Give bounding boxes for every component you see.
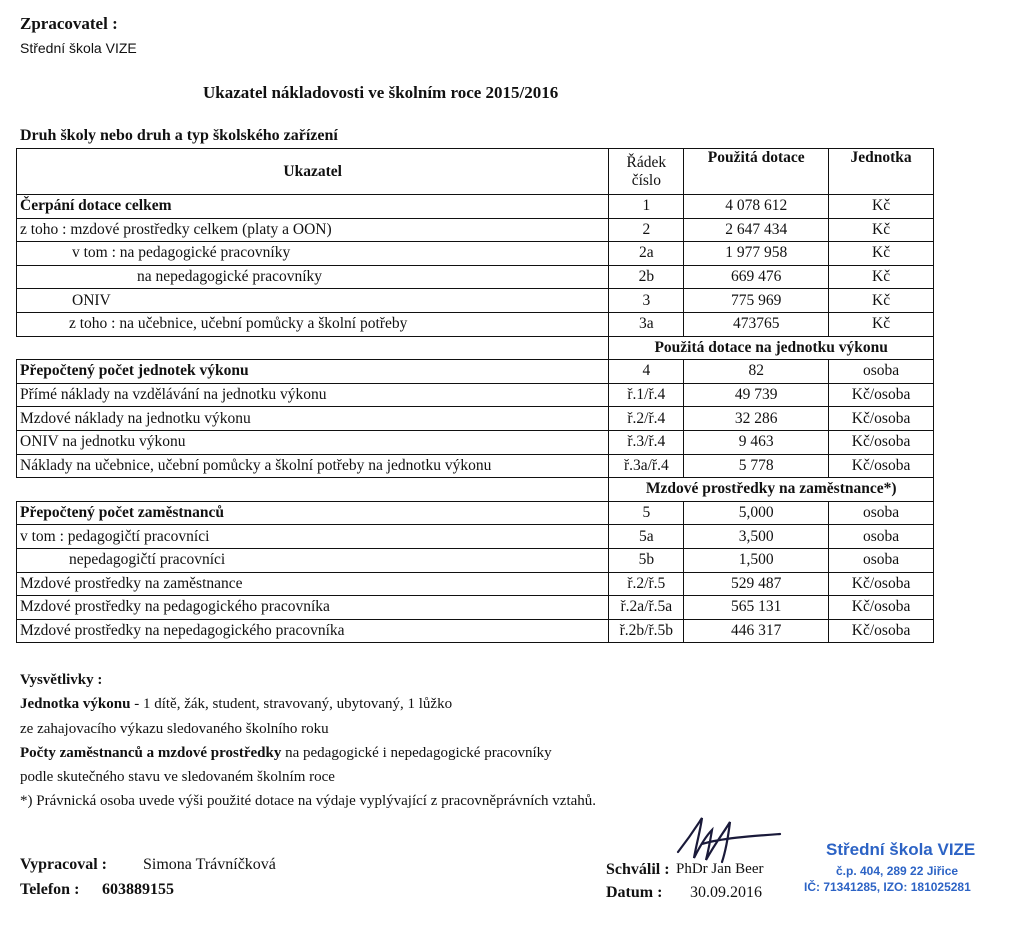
row-label: Čerpání dotace celkem — [17, 195, 609, 219]
row-value: 5 778 — [684, 454, 829, 478]
row-value: 5,000 — [684, 501, 829, 525]
row-unit: Kč — [829, 312, 934, 336]
row-unit: Kč/osoba — [829, 407, 934, 431]
note-line-3-bold: Počty zaměstnanců a mzdové prostředky — [20, 745, 282, 761]
section-header: Mzdové prostředky na zaměstnance*) — [609, 478, 934, 502]
row-value: 775 969 — [684, 289, 829, 313]
row-value: 4 078 612 — [684, 195, 829, 219]
note-line-5: *) Právnická osoba uvede výši použité dotace na výdaje vyplývající z pracovněprávních vztahů. — [20, 793, 597, 809]
table-row — [17, 312, 934, 336]
section-blank-cell — [17, 336, 609, 360]
row-unit: Kč — [829, 218, 934, 242]
table-row — [17, 195, 934, 219]
row-label: Mzdové prostředky na nepedagogického pracovníka — [17, 619, 609, 643]
row-unit: osoba — [829, 525, 934, 549]
row-unit: osoba — [829, 501, 934, 525]
row-label: Přepočtený počet jednotek výkonu — [17, 360, 609, 384]
row-number: 5 — [609, 501, 684, 525]
row-number: ř.3a/ř.4 — [609, 454, 684, 478]
section-header-row — [17, 336, 934, 360]
table-row — [17, 596, 934, 620]
row-number: 2b — [609, 265, 684, 289]
phone-label: Telefon : — [20, 881, 80, 898]
row-unit: Kč — [829, 265, 934, 289]
row-unit: Kč — [829, 242, 934, 266]
table-row — [17, 407, 934, 431]
row-value: 565 131 — [684, 596, 829, 620]
table-row — [17, 454, 934, 478]
row-label: v tom : na pedagogické pracovníky — [17, 242, 609, 266]
prepared-by-name: Simona Trávníčková — [143, 856, 276, 873]
row-label: na nepedagogické pracovníky — [17, 265, 609, 289]
table-row — [17, 501, 934, 525]
processor-name: Střední škola VIZE — [20, 40, 137, 56]
row-number: 3 — [609, 289, 684, 313]
note-line-1 — [20, 696, 452, 713]
row-label: ONIV na jednotku výkonu — [17, 430, 609, 454]
row-unit: osoba — [829, 548, 934, 572]
row-number: 2a — [609, 242, 684, 266]
row-number: 2 — [609, 218, 684, 242]
stamp-school-name: Střední škola VIZE — [826, 840, 976, 859]
row-label: Přímé náklady na vzdělávání na jednotku výkonu — [17, 383, 609, 407]
header-radek: Řádek číslo — [609, 149, 684, 195]
row-value: 473765 — [684, 312, 829, 336]
row-number: ř.1/ř.4 — [609, 383, 684, 407]
row-label: Náklady na učebnice, učební pomůcky a školní potřeby na jednotku výkonu — [17, 454, 609, 478]
row-number: ř.2a/ř.5a — [609, 596, 684, 620]
note-line-4: podle skutečného stavu ve sledovaném školním roce — [20, 769, 335, 785]
row-number: ř.3/ř.4 — [609, 430, 684, 454]
phone-value: 603889155 — [102, 881, 174, 898]
row-number: 3a — [609, 312, 684, 336]
row-number: 5a — [609, 525, 684, 549]
table-row — [17, 548, 934, 572]
approved-by-name: PhDr Jan Beer — [676, 861, 764, 877]
row-value: 2 647 434 — [684, 218, 829, 242]
row-label: v tom : pedagogičtí pracovníci — [17, 525, 609, 549]
cost-table-body — [17, 149, 934, 643]
stamp-ids: IČ: 71341285, IZO: 181025281 — [804, 880, 971, 894]
table-row — [17, 242, 934, 266]
row-label: z toho : mzdové prostředky celkem (platy a OON) — [17, 218, 609, 242]
stamp-address: č.p. 404, 289 22 Jiřice — [836, 864, 959, 878]
table-row — [17, 360, 934, 384]
section-header-row — [17, 478, 934, 502]
note-line-1-rest: - 1 dítě, žák, student, stravovaný, ubytovaný, 1 lůžko — [130, 696, 453, 712]
header-jednotka: Jednotka — [829, 149, 934, 195]
row-unit: Kč/osoba — [829, 596, 934, 620]
table-row — [17, 572, 934, 596]
cost-table — [16, 148, 934, 643]
row-label: Mzdové náklady na jednotku výkonu — [17, 407, 609, 431]
table-row — [17, 430, 934, 454]
table-row — [17, 619, 934, 643]
row-unit: Kč/osoba — [829, 572, 934, 596]
note-line-1-bold: Jednotka výkonu — [20, 696, 131, 712]
approved-by-label: Schválil : — [606, 861, 670, 878]
row-label: Mzdové prostředky na zaměstnance — [17, 572, 609, 596]
row-unit: Kč/osoba — [829, 383, 934, 407]
row-value: 82 — [684, 360, 829, 384]
row-unit: Kč — [829, 289, 934, 313]
row-number: 1 — [609, 195, 684, 219]
row-value: 1 977 958 — [684, 242, 829, 266]
table-row — [17, 289, 934, 313]
header-dotace: Použitá dotace — [684, 149, 829, 195]
row-value: 9 463 — [684, 430, 829, 454]
date-label: Datum : — [606, 884, 663, 901]
date-value: 30.09.2016 — [690, 884, 762, 901]
prepared-by-label: Vypracoval : — [20, 856, 107, 873]
row-number: ř.2/ř.4 — [609, 407, 684, 431]
row-value: 1,500 — [684, 548, 829, 572]
table-header-row — [17, 149, 934, 195]
row-unit: Kč/osoba — [829, 619, 934, 643]
row-label: nepedagogičtí pracovníci — [17, 548, 609, 572]
row-unit: osoba — [829, 360, 934, 384]
row-value: 49 739 — [684, 383, 829, 407]
row-label: Přepočtený počet zaměstnanců — [17, 501, 609, 525]
row-number: ř.2b/ř.5b — [609, 619, 684, 643]
row-label: Mzdové prostředky na pedagogického pracovníka — [17, 596, 609, 620]
row-value: 669 476 — [684, 265, 829, 289]
processor-label: Zpracovatel : — [20, 14, 118, 33]
row-number: ř.2/ř.5 — [609, 572, 684, 596]
section-header: Použitá dotace na jednotku výkonu — [609, 336, 934, 360]
row-unit: Kč/osoba — [829, 430, 934, 454]
row-value: 32 286 — [684, 407, 829, 431]
row-label: ONIV — [17, 289, 609, 313]
row-value: 529 487 — [684, 572, 829, 596]
table-row — [17, 218, 934, 242]
row-number: 4 — [609, 360, 684, 384]
table-row — [17, 383, 934, 407]
row-value: 3,500 — [684, 525, 829, 549]
row-unit: Kč — [829, 195, 934, 219]
header-ukazatel: Ukazatel — [17, 149, 609, 195]
document-title: Ukazatel nákladovosti ve školním roce 2015/2016 — [203, 83, 559, 102]
table-row — [17, 525, 934, 549]
row-label: z toho : na učebnice, učební pomůcky a školní potřeby — [17, 312, 609, 336]
note-line-2: ze zahajovacího výkazu sledovaného školního roku — [20, 721, 329, 737]
notes-title: Vysvětlivky : — [20, 672, 103, 688]
note-line-3-rest: na pedagogické i nepedagogické pracovníky — [281, 745, 552, 761]
document-subtitle: Druh školy nebo druh a typ školského zařízení — [20, 127, 338, 144]
note-line-3 — [20, 745, 552, 762]
row-value: 446 317 — [684, 619, 829, 643]
table-row — [17, 265, 934, 289]
row-number: 5b — [609, 548, 684, 572]
section-blank-cell — [17, 478, 609, 502]
row-unit: Kč/osoba — [829, 454, 934, 478]
